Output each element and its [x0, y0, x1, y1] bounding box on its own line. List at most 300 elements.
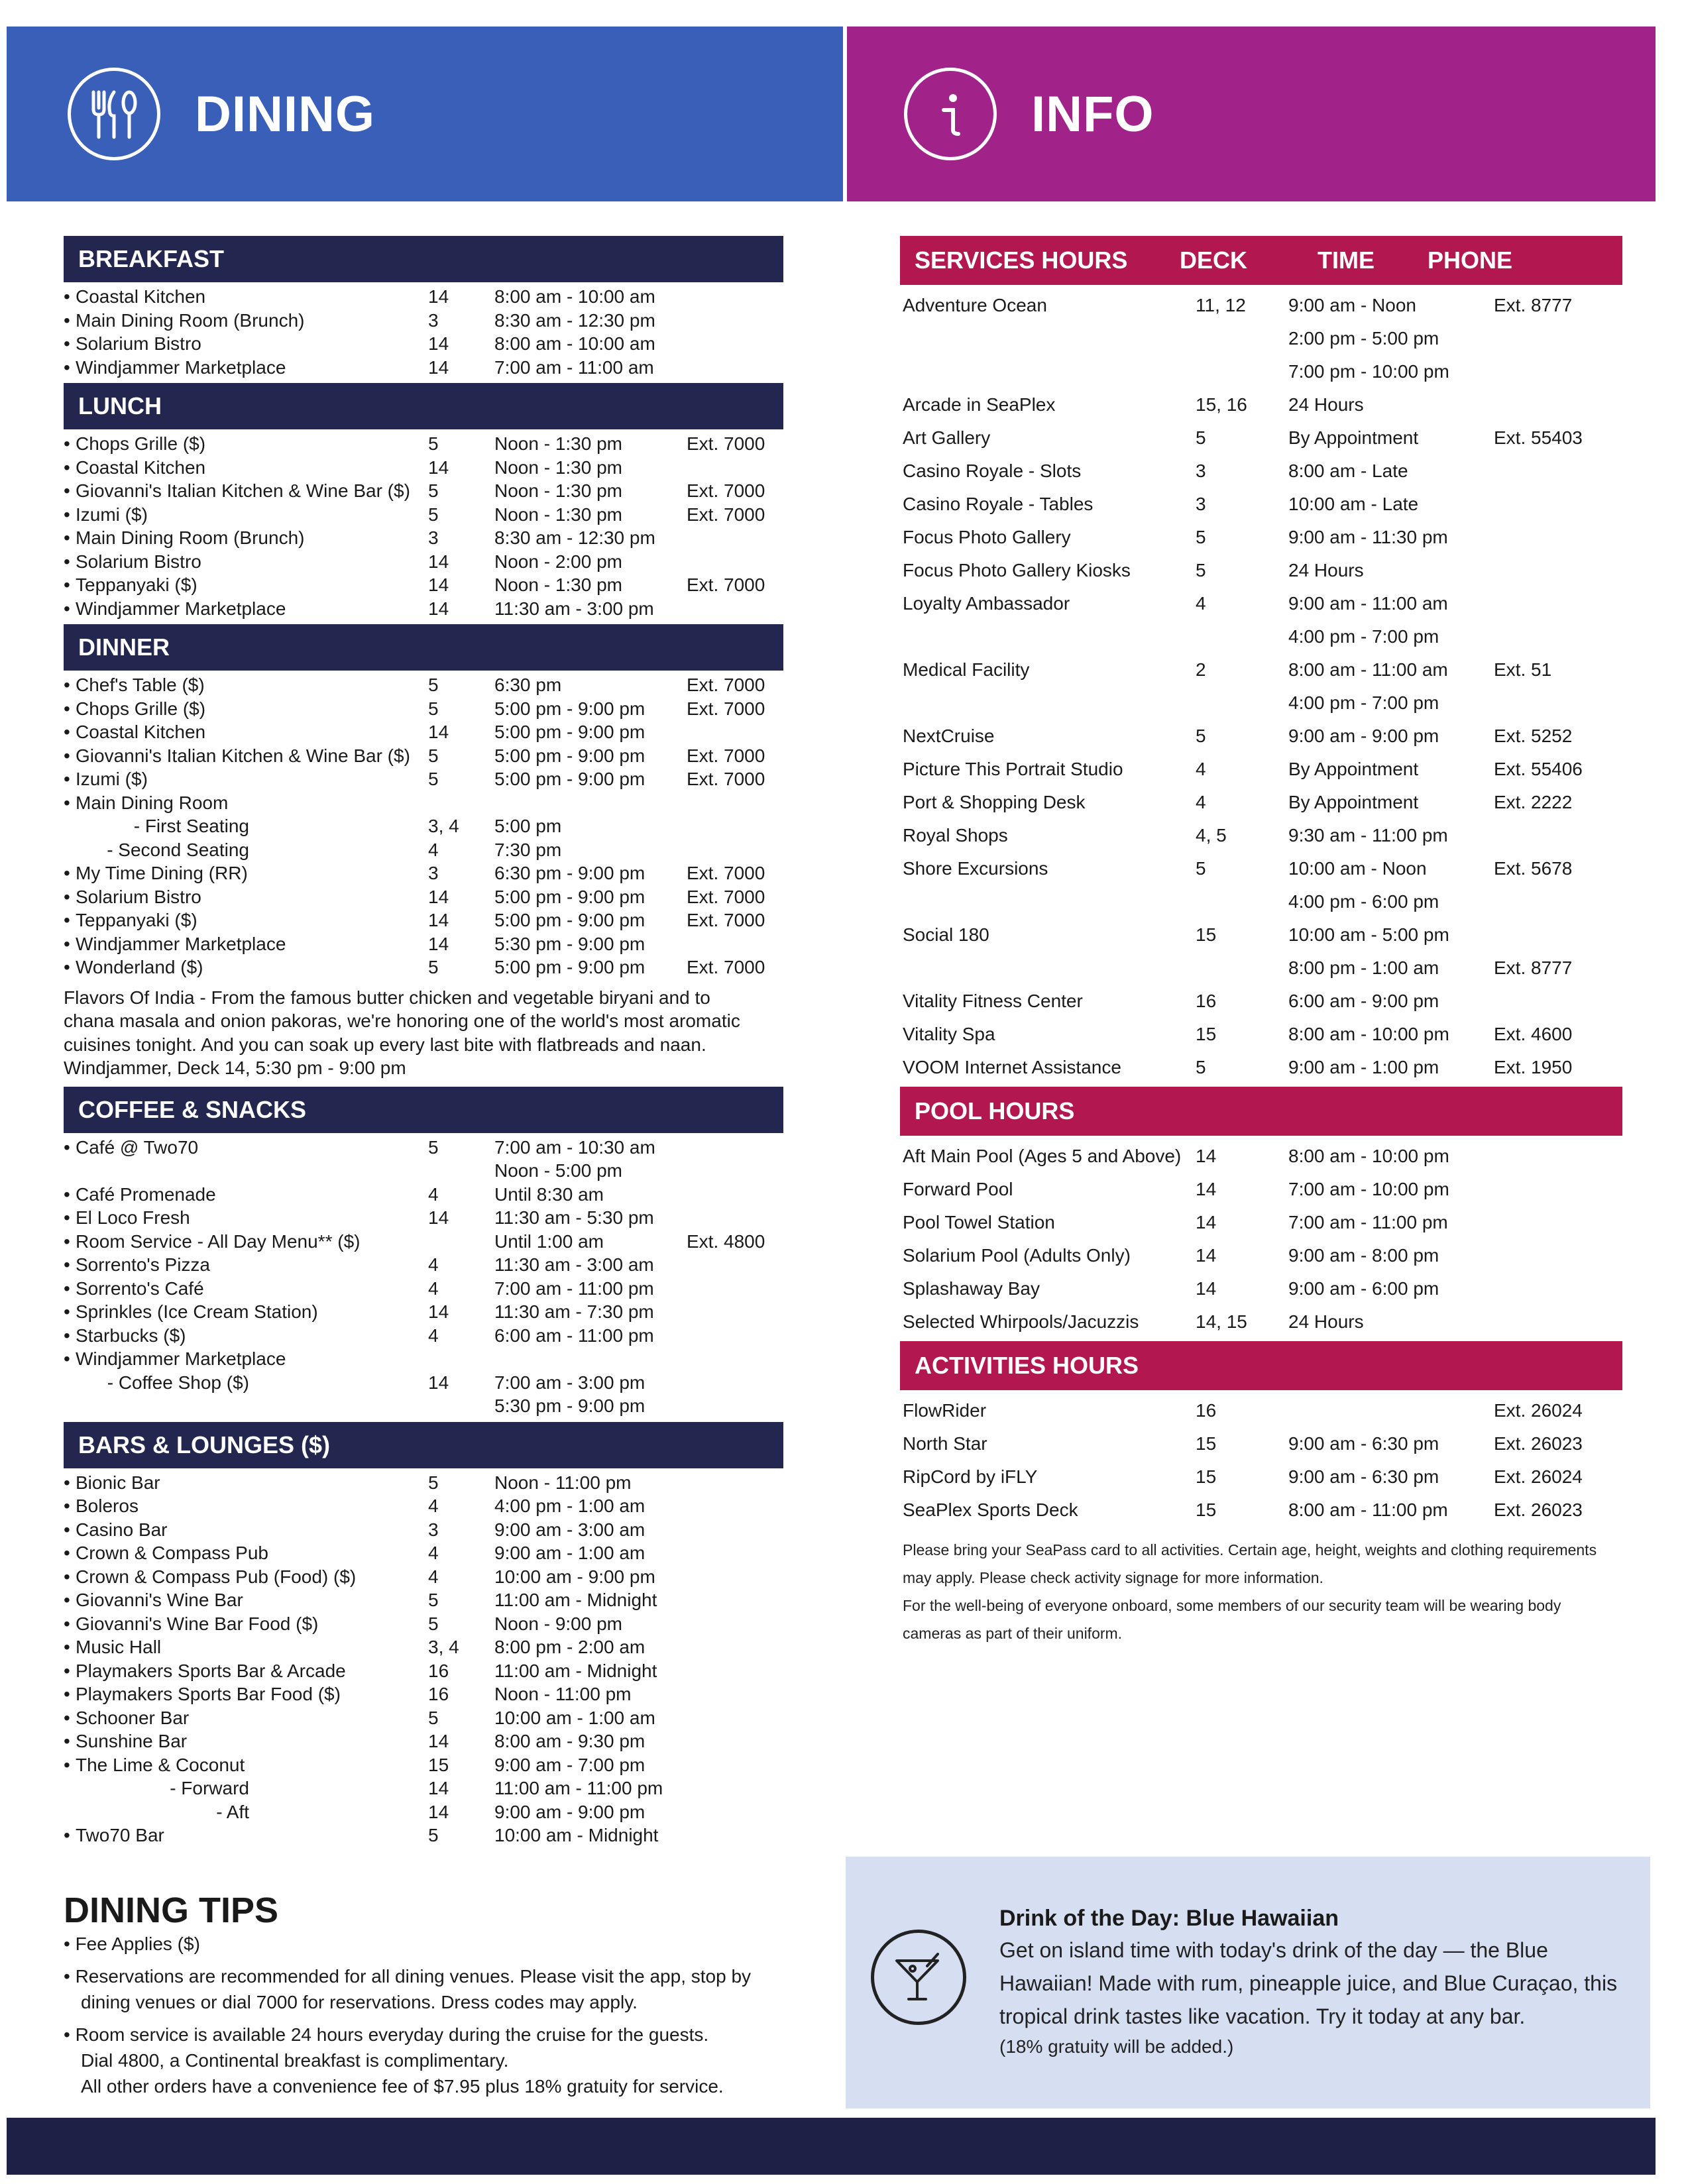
extension [687, 1659, 783, 1683]
venue-name-text: Bionic Bar [76, 1472, 160, 1493]
deck-number: 4 [428, 839, 439, 860]
bullet-icon: • [64, 1543, 70, 1563]
list-item [64, 1324, 783, 1348]
venue-name [64, 1347, 428, 1371]
venue-name [64, 697, 428, 721]
venue-name-text: Giovanni's Wine Bar Food ($) [76, 1613, 319, 1634]
deck-number: 14 [428, 1372, 449, 1393]
table-row [900, 1394, 1622, 1427]
deck-number [428, 1159, 494, 1183]
venue-name [64, 1394, 428, 1418]
table-row [900, 819, 1622, 852]
service-name: Vitality Fitness Center [903, 991, 1083, 1011]
bullet-icon: • [64, 886, 70, 907]
deck-number: 14 [428, 1207, 449, 1228]
phone-extension [1494, 1272, 1620, 1305]
venue-name-text: Giovanni's Italian Kitchen & Wine Bar ($) [76, 480, 410, 501]
dining-column [64, 236, 783, 1851]
hours: 8:00 am - 10:00 am [494, 286, 655, 307]
venue-name [64, 526, 428, 550]
service-name: Picture This Portrait Studio [903, 759, 1123, 779]
phone-extension [1494, 1173, 1620, 1206]
extension: Ext. 7000 [687, 504, 765, 525]
extension [687, 838, 783, 862]
hours: 8:00 pm - 1:00 am [1288, 957, 1439, 978]
info-banner [847, 27, 1656, 201]
hours: 5:30 pm - 9:00 pm [494, 933, 646, 954]
deck-number: 4 [1196, 593, 1206, 614]
service-name: Medical Facility [903, 659, 1030, 680]
extension [687, 1253, 783, 1277]
venue-name [64, 285, 428, 309]
list-item [64, 332, 783, 356]
hours: 9:00 am - 7:00 pm [494, 1754, 646, 1775]
list-item [64, 356, 783, 380]
table-row [900, 686, 1622, 720]
list-item [64, 526, 783, 550]
venue-name [64, 932, 428, 956]
deck-number: 15 [1196, 924, 1217, 945]
hours: Noon - 11:00 pm [494, 1472, 632, 1493]
hours: 4:00 pm - 7:00 pm [1288, 626, 1439, 647]
deck-number: 5 [428, 1472, 439, 1493]
deck-number: 3 [428, 863, 439, 883]
table-row [900, 952, 1622, 985]
venue-name-text: - First Seating [133, 816, 249, 836]
hours: 7:30 pm [494, 839, 562, 860]
hours: 7:00 am - 3:00 pm [494, 1372, 646, 1393]
list-item [64, 1612, 783, 1636]
list-item [64, 885, 783, 909]
venue-name-text: Solarium Bistro [76, 886, 201, 907]
footer-bar [7, 2118, 1656, 2175]
services-header [900, 236, 1622, 285]
activities-note-line: cameras as part of their uniform. [903, 1625, 1123, 1642]
deck-number: 5 [428, 1825, 439, 1845]
bars-header: BARS & LOUNGES ($) [64, 1422, 783, 1468]
deck-number: 15 [1196, 1466, 1217, 1487]
bullet-icon: • [64, 1230, 70, 1252]
venue-name [64, 767, 428, 791]
bullet-icon: • [64, 433, 70, 454]
tip-room-service-cont: Dial 4800, a Continental breakfast is complimentary. [81, 2050, 509, 2071]
bullet-icon: • [64, 333, 70, 354]
deck-number [428, 1230, 494, 1254]
deck-number: 3, 4 [428, 1637, 459, 1657]
extension [687, 1136, 783, 1160]
list-item [64, 744, 783, 768]
table-row [900, 322, 1622, 355]
venue-name [64, 1800, 428, 1824]
deck-number: 3 [428, 527, 439, 548]
venue-name [64, 1729, 428, 1753]
list-item [64, 838, 783, 862]
bullet-icon: • [64, 1707, 70, 1728]
activities-note-line: may apply. Please check activity signage for more information. [903, 1569, 1323, 1586]
venue-name-text: Teppanyaki ($) [76, 574, 197, 595]
list-item [64, 1635, 783, 1659]
venue-name [64, 356, 428, 380]
service-name: Aft Main Pool (Ages 5 and Above) [903, 1146, 1182, 1166]
venue-name [64, 744, 428, 768]
dining-tips-title: DINING TIPS [64, 1890, 279, 1930]
bullet-icon: • [64, 1566, 70, 1587]
bullet-icon: • [64, 527, 70, 548]
hours: 9:00 am - 9:00 pm [494, 1801, 646, 1822]
bullet-icon: • [64, 745, 70, 766]
services-list [900, 285, 1622, 1087]
bullet-icon: • [64, 1731, 70, 1751]
extension [687, 1206, 783, 1230]
phone-extension [1494, 488, 1620, 521]
bullet-icon: • [64, 1348, 70, 1369]
extension [687, 1588, 783, 1612]
deck-number: 5 [1196, 858, 1206, 879]
service-name: Selected Whirpools/Jacuzzis [903, 1311, 1139, 1332]
deck-number [1196, 885, 1288, 918]
hours: 8:00 am - 10:00 am [494, 333, 655, 354]
venue-name [64, 573, 428, 597]
deck-number [1196, 952, 1288, 985]
hours: 11:00 am - Midnight [494, 1590, 657, 1610]
phone-extension: Ext. 1950 [1494, 1057, 1573, 1077]
venue-name-text: The Lime & Coconut [76, 1754, 245, 1775]
venue-name-text: Solarium Bistro [76, 333, 201, 354]
service-name: Focus Photo Gallery [903, 527, 1071, 547]
extension [687, 285, 783, 309]
hours: 7:00 am - 11:00 am [494, 356, 654, 378]
list-item [64, 1588, 783, 1612]
hours: Noon - 1:30 pm [494, 433, 622, 454]
hours: 11:30 am - 5:30 pm [494, 1207, 654, 1228]
service-name [900, 355, 1196, 388]
list-item [64, 1371, 783, 1395]
service-name: Social 180 [903, 924, 989, 945]
phone-extension [1494, 322, 1620, 355]
deck-number: 14 [428, 574, 449, 595]
venue-name [64, 1371, 428, 1395]
list-item [64, 1800, 783, 1824]
venue-name-text: Chops Grille ($) [76, 433, 206, 454]
table-row [900, 885, 1622, 918]
table-row [900, 1140, 1622, 1173]
deck-number: 5 [1196, 527, 1206, 547]
deck-number: 16 [1196, 1400, 1217, 1421]
venue-name [64, 1682, 428, 1706]
table-row [900, 1305, 1622, 1338]
phone-extension [1494, 918, 1620, 952]
hours: Noon - 9:00 pm [494, 1613, 622, 1634]
tip-reservations-cont: dining venues or dial 7000 for reservations. Dress codes may apply. [81, 1992, 638, 2012]
list-item [64, 814, 783, 838]
deck-number [1196, 322, 1288, 355]
venue-name [64, 332, 428, 356]
table-row [900, 521, 1622, 554]
bullet-icon: • [64, 480, 70, 501]
service-name [900, 686, 1196, 720]
list-item [64, 1277, 783, 1301]
bullet-icon: • [64, 1207, 70, 1228]
extension [687, 1347, 783, 1371]
venue-name-text: Room Service - All Day Menu** ($) [76, 1230, 361, 1252]
lunch-header: LUNCH [64, 383, 783, 429]
table-row [900, 1239, 1622, 1272]
list-item [64, 285, 783, 309]
list-item [64, 1494, 783, 1518]
venue-name-text: Crown & Compass Pub [76, 1543, 269, 1563]
deck-number: 5 [1196, 427, 1206, 448]
hours: 6:00 am - 11:00 pm [494, 1325, 654, 1346]
phone-extension: Ext. 26024 [1494, 1400, 1583, 1421]
list-item [64, 1300, 783, 1324]
table-row [900, 1494, 1622, 1527]
venue-name-text: El Loco Fresh [76, 1207, 190, 1228]
bullet-icon: • [64, 1684, 70, 1704]
deck-number [428, 791, 494, 815]
extension [687, 1541, 783, 1565]
service-name [900, 885, 1196, 918]
table-row [900, 455, 1622, 488]
phone-extension: Ext. 26023 [1494, 1433, 1583, 1454]
venue-name [64, 1159, 428, 1183]
phone-extension [1494, 388, 1620, 421]
extension [687, 814, 783, 838]
service-name [900, 620, 1196, 653]
extension: Ext. 7000 [687, 769, 765, 789]
deck-number: 3 [428, 1519, 439, 1540]
bullet-icon: • [64, 356, 70, 378]
extension [687, 1277, 783, 1301]
services-col-phone: PHONE [1428, 246, 1513, 274]
bullet-icon: • [64, 792, 70, 813]
hours: 5:00 pm [494, 816, 562, 836]
deck-number: 14 [1196, 1212, 1217, 1232]
extension [687, 1800, 783, 1824]
list-item [64, 1206, 783, 1230]
deck-number [1196, 620, 1288, 653]
dining-title: DINING [195, 85, 375, 142]
table-row [900, 852, 1622, 885]
extension: Ext. 7000 [687, 863, 765, 883]
bullet-icon: • [64, 1136, 70, 1158]
hours: 7:00 am - 10:30 am [494, 1136, 655, 1158]
phone-extension: Ext. 51 [1494, 659, 1552, 680]
hours: 10:00 am - 5:00 pm [1288, 924, 1449, 945]
venue-name [64, 1541, 428, 1565]
deck-number: 14 [1196, 1179, 1217, 1199]
hours [494, 791, 687, 815]
hours: 9:00 am - 11:30 pm [1288, 527, 1448, 547]
venue-name [64, 1753, 428, 1777]
hours: 10:00 am - 1:00 am [494, 1707, 655, 1728]
venue-name [64, 479, 428, 503]
venue-name-text: Giovanni's Wine Bar [76, 1590, 243, 1610]
venue-name-text: Main Dining Room (Brunch) [76, 527, 305, 548]
hours: 7:00 pm - 10:00 pm [1288, 361, 1449, 382]
table-row [900, 488, 1622, 521]
bullet-icon: • [64, 1519, 70, 1540]
deck-number [1196, 686, 1288, 720]
tip-room-service: • Room service is available 24 hours everyday during the cruise for the guests. [64, 2024, 709, 2045]
deck-number: 5 [428, 745, 439, 766]
dinner-list [64, 671, 783, 983]
deck-number: 2 [1196, 659, 1206, 680]
venue-name [64, 432, 428, 456]
hours: 9:30 am - 11:00 pm [1288, 825, 1448, 846]
venue-name-text: Schooner Bar [76, 1707, 190, 1728]
deck-number: 14 [428, 910, 449, 930]
extension [687, 309, 783, 333]
hours: 9:00 am - 8:00 pm [1288, 1245, 1439, 1266]
venue-name-text: - Second Seating [107, 839, 249, 860]
hours: 9:00 am - 3:00 am [494, 1519, 646, 1540]
venue-name [64, 550, 428, 574]
deck-number: 14 [428, 1778, 449, 1798]
phone-extension [1494, 521, 1620, 554]
table-row [900, 786, 1622, 819]
list-item [64, 720, 783, 744]
drink-line: Get on island time with today's drink of the day — the Blue [999, 1938, 1548, 1962]
venue-name [64, 1635, 428, 1659]
bullet-icon: • [64, 1325, 70, 1346]
deck-number: 3 [428, 309, 439, 331]
bullet-icon: • [64, 910, 70, 930]
extension [687, 1183, 783, 1207]
deck-number: 16 [428, 1660, 449, 1681]
list-item [64, 1159, 783, 1183]
service-name: Pool Towel Station [903, 1212, 1055, 1232]
bullet-icon: • [64, 1301, 70, 1322]
venue-name-text: Coastal Kitchen [76, 286, 206, 307]
phone-extension [1494, 355, 1620, 388]
venue-name-text: Playmakers Sports Bar & Arcade [76, 1660, 346, 1681]
venue-name-text: Izumi ($) [76, 504, 148, 525]
list-item [64, 550, 783, 574]
venue-name-text: Coastal Kitchen [76, 722, 206, 742]
extension: Ext. 7000 [687, 957, 765, 977]
feature-line: chana masala and onion pakoras, we're honoring one of the world's most aromatic [64, 1010, 740, 1031]
deck-number: 14 [428, 286, 449, 307]
feature-line: Flavors Of India - From the famous butter chicken and vegetable biryani and to [64, 987, 710, 1008]
hours: 8:00 am - 11:00 am [1288, 659, 1448, 680]
phone-extension: Ext. 26023 [1494, 1500, 1583, 1520]
venue-name-text: Sorrento's Café [76, 1278, 204, 1299]
service-name: Casino Royale - Slots [903, 461, 1082, 481]
deck-number [428, 1347, 494, 1371]
venue-name-text: Playmakers Sports Bar Food ($) [76, 1684, 341, 1704]
venue-name [64, 861, 428, 885]
bullet-icon: • [64, 863, 70, 883]
extension [687, 1565, 783, 1589]
bullet-icon: • [64, 1660, 70, 1681]
deck-number: 4 [428, 1278, 439, 1299]
tip-fee: • Fee Applies ($) [64, 1934, 200, 1954]
hours [1288, 1394, 1494, 1427]
hours: 7:00 am - 11:00 pm [494, 1278, 654, 1299]
venue-name-text: My Time Dining (RR) [76, 863, 248, 883]
hours: 8:00 am - 11:00 pm [1288, 1500, 1448, 1520]
list-item [64, 432, 783, 456]
deck-number: 14 [428, 333, 449, 354]
phone-extension: Ext. 55406 [1494, 759, 1583, 779]
feature-line: cuisines tonight. And you can soak up every last bite with flatbreads and naan. [64, 1034, 706, 1055]
dining-tips [64, 1890, 826, 2099]
deck-number: 5 [428, 1590, 439, 1610]
phone-extension [1494, 554, 1620, 587]
deck-number [1196, 355, 1288, 388]
extension [687, 456, 783, 480]
list-item [64, 1471, 783, 1495]
services-col-deck: DECK [1180, 246, 1248, 274]
service-name: Vitality Spa [903, 1024, 995, 1044]
extension [687, 1612, 783, 1636]
extension [687, 1394, 783, 1418]
phone-extension: Ext. 5252 [1494, 726, 1573, 746]
deck-number: 16 [1196, 991, 1217, 1011]
hours: 11:30 am - 7:30 pm [494, 1301, 654, 1322]
utensils-icon [68, 68, 160, 160]
hours: 8:00 am - Late [1288, 461, 1408, 481]
venue-name [64, 720, 428, 744]
extension: Ext. 4800 [687, 1230, 765, 1252]
hours: 9:00 am - 9:00 pm [1288, 726, 1439, 746]
bullet-icon: • [64, 551, 70, 572]
deck-number: 15 [1196, 1024, 1217, 1044]
bullet-icon: • [64, 1590, 70, 1610]
hours: 11:30 am - 3:00 pm [494, 598, 654, 619]
list-item [64, 1347, 783, 1371]
phone-extension: Ext. 4600 [1494, 1024, 1573, 1044]
extension [687, 1776, 783, 1800]
extension [687, 932, 783, 956]
deck-number: 14 [428, 1801, 449, 1822]
list-item [64, 1682, 783, 1706]
hours: 8:00 pm - 2:00 am [494, 1637, 646, 1657]
bullet-icon: • [64, 598, 70, 619]
deck-number: 14 [428, 551, 449, 572]
hours: 5:30 pm - 9:00 pm [494, 1395, 646, 1416]
venue-name-text: Main Dining Room [76, 792, 229, 813]
services-col-time: TIME [1318, 246, 1375, 274]
table-row [900, 355, 1622, 388]
venue-name [64, 1277, 428, 1301]
drink-of-the-day [846, 1857, 1650, 2108]
venue-name-text: - Coffee Shop ($) [107, 1372, 249, 1393]
service-name: SeaPlex Sports Deck [903, 1500, 1078, 1520]
deck-number: 4, 5 [1196, 825, 1227, 846]
deck-number: 11, 12 [1196, 295, 1246, 315]
venue-name-text: Chef's Table ($) [76, 675, 205, 695]
venue-name [64, 1324, 428, 1348]
venue-name [64, 1136, 428, 1160]
hours: 9:00 am - 6:00 pm [1288, 1278, 1439, 1299]
bullet-icon: • [64, 1496, 70, 1516]
bullet-icon: • [64, 1278, 70, 1299]
hours: Noon - 1:30 pm [494, 480, 622, 501]
deck-number: 4 [1196, 759, 1206, 779]
venue-name [64, 309, 428, 333]
bullet-icon: • [64, 698, 70, 719]
venue-name [64, 1776, 428, 1800]
venue-name [64, 1588, 428, 1612]
venue-name [64, 1706, 428, 1730]
list-item [64, 1183, 783, 1207]
bullet-icon: • [64, 722, 70, 742]
table-row [900, 289, 1622, 322]
venue-name [64, 456, 428, 480]
list-item [64, 1729, 783, 1753]
tip-reservations: • Reservations are recommended for all dining venues. Please visit the app, stop by [64, 1966, 752, 1987]
